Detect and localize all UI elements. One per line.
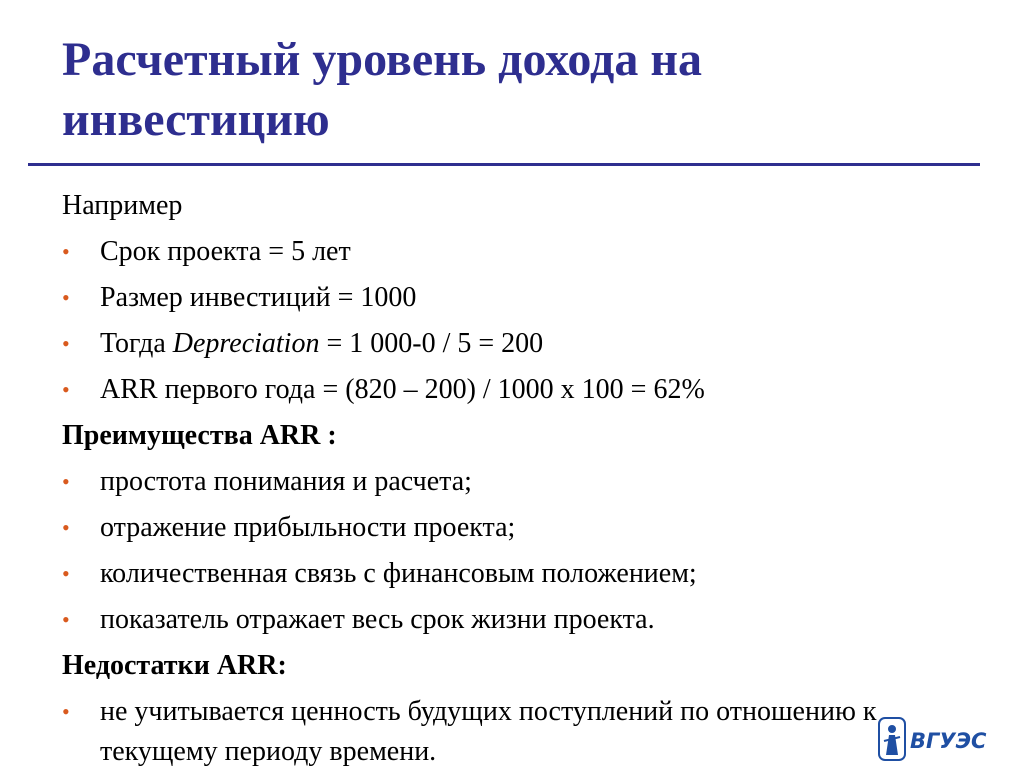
bullet-icon: • [62,607,70,632]
list-item-text: количественная связь с финансовым положением; [100,558,697,589]
list-item [62,367,962,413]
depreciation-prefix: Тогда [100,328,173,359]
slide-title [62,30,962,150]
list-item-text: не учитывается ценность будущих поступлений по отношению к текущему периоду времени. [100,696,877,767]
depreciation-term: Depreciation [172,328,320,359]
list-item [62,459,962,505]
title-line-2: инвестицию [62,93,330,146]
list-item-text: показатель отражает весь срок жизни проекта. [100,604,655,635]
list-item [62,229,962,275]
list-item [62,321,962,367]
advantages-list [62,459,962,643]
title-line-1: Расчетный уровень дохода на [62,33,702,86]
university-logo [876,715,1006,763]
bullet-icon: • [62,515,70,540]
bullet-icon: • [62,377,70,402]
bullet-icon: • [62,469,70,494]
bullet-icon: • [62,285,70,310]
logo-text: ВГУЭС [910,729,987,753]
arr-formula: ARR первого года = (820 – 200) / 1000 х 100 = 62% [100,374,705,405]
list-item [62,551,962,597]
disadvantages-list [62,689,962,772]
example-heading: Например [62,190,183,221]
list-item [62,597,962,643]
bullet-icon: • [62,331,70,356]
depreciation-formula: = 1 000-0 / 5 = 200 [319,328,544,359]
list-item [62,689,880,772]
list-item-text: Размер инвестиций = 1000 [100,282,417,313]
list-item [62,275,962,321]
list-item-text: Срок проекта = 5 лет [100,236,351,267]
bullet-icon: • [62,561,70,586]
title-divider [28,163,980,166]
list-item [62,505,962,551]
bullet-icon: • [62,699,70,724]
university-logo-icon [876,715,1006,763]
list-item-text: простота понимания и расчета; [100,466,472,497]
advantages-heading: Преимущества ARR : [62,420,337,451]
list-item-text: отражение прибыльности проекта; [100,512,516,543]
slide-content [62,183,962,772]
disadvantages-heading: Недостатки ARR: [62,650,287,681]
example-list [62,229,962,413]
bullet-icon: • [62,239,70,264]
